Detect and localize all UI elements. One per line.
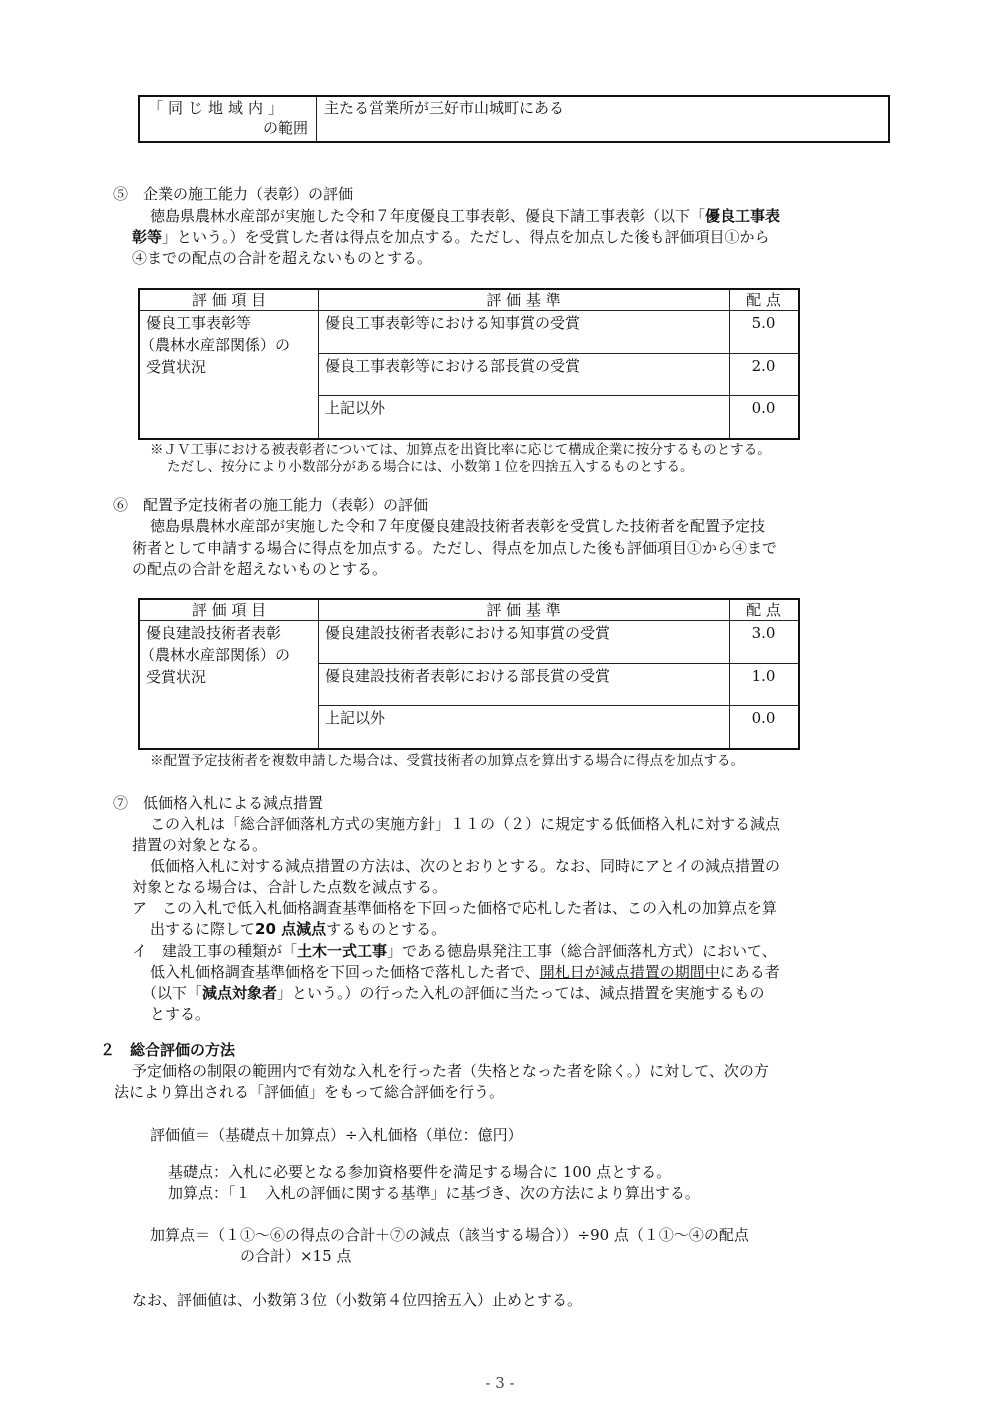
section7-heading: ⑦ 低価格入札による減点措置 bbox=[113, 794, 324, 812]
table6-header-item: 評 価 項 目 bbox=[191, 601, 267, 619]
table5-criterion-1: 優良工事表彰等における知事賞の受賞 bbox=[325, 314, 581, 332]
table6-item-line1: 優良建設技術者表彰 bbox=[146, 624, 282, 642]
region-label-line1: 「同じ地域内」 bbox=[148, 99, 289, 117]
table5-criterion-2: 優良工事表彰等における部長賞の受賞 bbox=[325, 357, 581, 375]
section6-heading: ⑥ 配置予定技術者の施工能力（表彰）の評価 bbox=[113, 496, 429, 514]
table5-note-2: ただし、按分により小数部分がある場合には、小数第１位を四捨五入するものとする。 bbox=[167, 459, 694, 475]
table5-criterion-3: 上記以外 bbox=[325, 399, 386, 417]
region-label-cell bbox=[140, 97, 317, 141]
section6-para-line1: 徳島県農林水産部が実施した令和７年度優良建設技術者表彰を受賞した技術者を配置予定技 bbox=[150, 517, 766, 535]
evaluation-formula: 評価値＝（基礎点＋加算点）÷入札価格（単位：億円） bbox=[150, 1126, 523, 1144]
table6-header-score: 配 点 bbox=[746, 601, 781, 619]
section5-para-line1: 徳島県農林水産部が実施した令和７年度優良工事表彰、優良下請工事表彰（以下「優良工事表 bbox=[150, 207, 781, 225]
section2-para-line2: 法により算出される「評価値」をもって総合評価を行う。 bbox=[114, 1083, 505, 1101]
section7-item-b-line4: とする。 bbox=[150, 1005, 211, 1023]
section7-para-line3: 低価格入札に対する減点措置の方法は、次のとおりとする。なお、同時にアとイの減点措置の bbox=[150, 857, 781, 875]
table5-note-1: ※ＪＶ工事における被表彰者については、加算点を出資比率に応じて構成企業に按分するものとする。 bbox=[150, 442, 771, 458]
table6-criterion-3: 上記以外 bbox=[325, 709, 386, 727]
table5-score-1: 5.0 bbox=[751, 314, 776, 332]
section7-para-line1: この入札は「総合評価落札方式の実施方針」１１の（２）に規定する低価格入札に対する減点 bbox=[150, 815, 781, 833]
section6-para-line3: の配点の合計を超えないものとする。 bbox=[132, 560, 388, 578]
table5-header-score: 配 点 bbox=[746, 291, 781, 309]
rounding-note: なお、評価値は、小数第３位（小数第４位四捨五入）止めとする。 bbox=[132, 1291, 583, 1309]
table6-item-line2: （農林水産部関係）の bbox=[140, 646, 291, 664]
section7-item-b-line2: 低入札価格調査基準価格を下回った価格で落札した者で、開札日が減点措置の期間中にある者 bbox=[150, 963, 780, 981]
table5-score-3: 0.0 bbox=[751, 399, 776, 417]
table6-criterion-2: 優良建設技術者表彰における部長賞の受賞 bbox=[325, 667, 611, 685]
section7-item-a-line2: 出するに際して20 点減点するものとする。 bbox=[150, 920, 447, 938]
section2-para-line1: 予定価格の制限の範囲内で有効な入札を行った者（失格となった者を除く。）に対して、次の方 bbox=[132, 1062, 769, 1080]
section7-para-line2: 措置の対象となる。 bbox=[132, 836, 268, 854]
section7-item-b-line3: （以下「減点対象者」という。）の行った入札の評価に当たっては、減点措置を実施するもの bbox=[142, 984, 765, 1002]
table6-criterion-1: 優良建設技術者表彰における知事賞の受賞 bbox=[325, 624, 611, 642]
table6-score-2: 1.0 bbox=[751, 667, 776, 685]
table5-item-line1: 優良工事表彰等 bbox=[146, 314, 252, 332]
table5-header-item: 評 価 項 目 bbox=[191, 291, 267, 309]
section7-item-a-line1: ア この入札で低入札価格調査基準価格を下回った価格で応札した者は、この入札の加算点を算 bbox=[132, 899, 778, 917]
table6-note-1: ※配置予定技術者を複数申請した場合は、受賞技術者の加算点を算出する場合に得点を加点する。 bbox=[150, 753, 744, 769]
added-points-definition: 加算点：「１ 入札の評価に関する基準」に基づき、次の方法により算出する。 bbox=[168, 1184, 700, 1202]
section7-para-line4: 対象となる場合は、合計した点数を減点する。 bbox=[132, 878, 448, 896]
table5-header-criteria: 評 価 基 準 bbox=[486, 291, 561, 309]
table5-item-line2: （農林水産部関係）の bbox=[140, 336, 291, 354]
section5-para-line3: ④までの配点の合計を超えないものとする。 bbox=[132, 249, 433, 267]
added-points-formula-line1: 加算点＝（１①～⑥の得点の合計＋⑦の減点（該当する場合））÷90 点（１①～④の配点 bbox=[150, 1226, 749, 1244]
basic-points-definition: 基礎点：入札に必要となる参加資格要件を満足する場合に 100 点とする。 bbox=[168, 1163, 672, 1181]
section7-item-b-line1: イ 建設工事の種類が「土木一式工事」である徳島県発注工事（総合評価落札方式）において、 bbox=[132, 942, 777, 960]
table5-item-line3: 受賞状況 bbox=[146, 358, 207, 376]
region-label-line2: の範囲 bbox=[262, 119, 308, 137]
table6-score-3: 0.0 bbox=[751, 709, 776, 727]
table5-score-2: 2.0 bbox=[751, 357, 776, 375]
section5-heading: ⑤ 企業の施工能力（表彰）の評価 bbox=[113, 185, 354, 203]
award-table-6 bbox=[138, 598, 800, 750]
added-points-formula-line2: の合計）×15 点 bbox=[240, 1247, 352, 1265]
section6-para-line2: 術者として申請する場合に得点を加点する。ただし、得点を加点した後も評価項目①から④まで bbox=[132, 539, 778, 557]
region-table bbox=[138, 95, 890, 143]
section2-heading: ２ 総合評価の方法 bbox=[100, 1041, 236, 1059]
table6-item-line3: 受賞状況 bbox=[146, 668, 207, 686]
section5-para-line2: 彰等」という。）を受賞した者は得点を加点する。ただし、得点を加点した後も評価項目①から bbox=[132, 228, 770, 246]
table6-score-1: 3.0 bbox=[751, 624, 776, 642]
page-number: - 3 - bbox=[485, 1374, 515, 1392]
table6-header-criteria: 評 価 基 準 bbox=[486, 601, 561, 619]
region-value: 主たる営業所が三好市山城町にある bbox=[324, 99, 565, 117]
award-table-5 bbox=[138, 288, 800, 440]
